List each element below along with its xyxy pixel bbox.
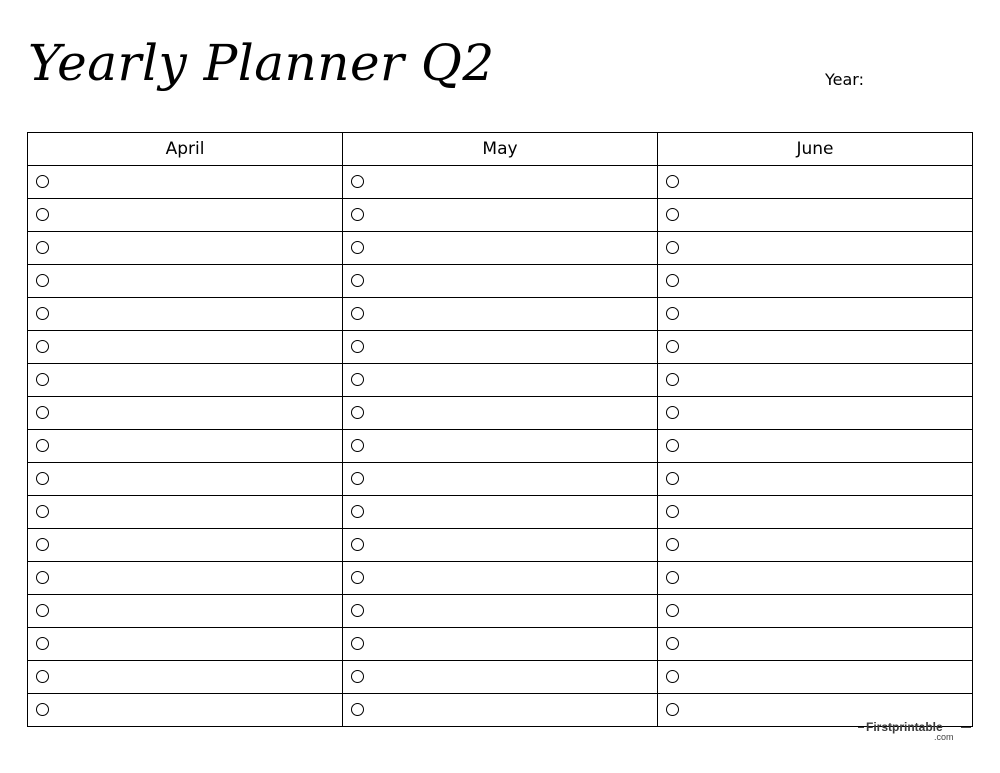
entry-cell-june[interactable] xyxy=(658,430,973,463)
entry-cell-may[interactable] xyxy=(343,265,658,298)
checkbox-circle-icon[interactable] xyxy=(351,637,364,650)
planner-row xyxy=(28,562,973,595)
entry-cell-april[interactable] xyxy=(28,529,343,562)
checkbox-circle-icon[interactable] xyxy=(36,208,49,221)
entry-cell-may[interactable] xyxy=(343,166,658,199)
entry-cell-april[interactable] xyxy=(28,166,343,199)
checkbox-circle-icon[interactable] xyxy=(666,406,679,419)
checkbox-circle-icon[interactable] xyxy=(36,538,49,551)
brand-tld: .com xyxy=(934,732,954,742)
entry-cell-april[interactable] xyxy=(28,595,343,628)
planner-row xyxy=(28,496,973,529)
checkbox-circle-icon[interactable] xyxy=(351,604,364,617)
entry-cell-may[interactable] xyxy=(343,430,658,463)
entry-cell-april[interactable] xyxy=(28,298,343,331)
checkbox-circle-icon[interactable] xyxy=(666,703,679,716)
checkbox-circle-icon[interactable] xyxy=(36,505,49,518)
checkbox-circle-icon[interactable] xyxy=(666,175,679,188)
planner-row xyxy=(28,430,973,463)
entry-cell-april[interactable] xyxy=(28,232,343,265)
entry-cell-june[interactable] xyxy=(658,265,973,298)
month-header-row xyxy=(28,133,973,166)
entry-cell-june[interactable] xyxy=(658,595,973,628)
checkbox-circle-icon[interactable] xyxy=(666,472,679,485)
planner-row xyxy=(28,331,973,364)
planner-row xyxy=(28,397,973,430)
entry-cell-may[interactable] xyxy=(343,463,658,496)
entry-cell-may[interactable] xyxy=(343,496,658,529)
checkbox-circle-icon[interactable] xyxy=(351,406,364,419)
entry-cell-april[interactable] xyxy=(28,199,343,232)
checkbox-circle-icon[interactable] xyxy=(666,637,679,650)
checkbox-circle-icon[interactable] xyxy=(666,340,679,353)
planner-row xyxy=(28,265,973,298)
checkbox-circle-icon[interactable] xyxy=(351,571,364,584)
entry-cell-may[interactable] xyxy=(343,595,658,628)
checkbox-circle-icon[interactable] xyxy=(36,637,49,650)
planner-row xyxy=(28,463,973,496)
checkbox-circle-icon[interactable] xyxy=(666,571,679,584)
checkbox-circle-icon[interactable] xyxy=(666,373,679,386)
month-header-june: June xyxy=(658,133,973,166)
checkbox-circle-icon[interactable] xyxy=(351,307,364,320)
planner-row xyxy=(28,661,973,694)
checkbox-circle-icon[interactable] xyxy=(351,703,364,716)
entry-cell-june[interactable] xyxy=(658,331,973,364)
checkbox-circle-icon[interactable] xyxy=(351,373,364,386)
entry-cell-june[interactable] xyxy=(658,298,973,331)
planner-row xyxy=(28,628,973,661)
checkbox-circle-icon[interactable] xyxy=(36,571,49,584)
planner-row xyxy=(28,166,973,199)
entry-cell-june[interactable] xyxy=(658,529,973,562)
checkbox-circle-icon[interactable] xyxy=(351,670,364,683)
entry-cell-june[interactable] xyxy=(658,199,973,232)
entry-cell-may[interactable] xyxy=(343,364,658,397)
checkbox-circle-icon[interactable] xyxy=(666,505,679,518)
entry-cell-may[interactable] xyxy=(343,397,658,430)
checkbox-circle-icon[interactable] xyxy=(666,208,679,221)
brand-logo xyxy=(858,719,973,743)
entry-cell-june[interactable] xyxy=(658,397,973,430)
checkbox-circle-icon[interactable] xyxy=(666,241,679,254)
planner-row xyxy=(28,694,973,727)
checkbox-circle-icon[interactable] xyxy=(36,373,49,386)
planner-body xyxy=(28,166,973,727)
checkbox-circle-icon[interactable] xyxy=(351,274,364,287)
checkbox-circle-icon[interactable] xyxy=(351,538,364,551)
checkbox-circle-icon[interactable] xyxy=(666,274,679,287)
planner-row xyxy=(28,199,973,232)
entry-cell-june[interactable] xyxy=(658,166,973,199)
entry-cell-april[interactable] xyxy=(28,694,343,727)
checkbox-circle-icon[interactable] xyxy=(351,472,364,485)
entry-cell-may[interactable] xyxy=(343,562,658,595)
entry-cell-april[interactable] xyxy=(28,364,343,397)
checkbox-circle-icon[interactable] xyxy=(666,439,679,452)
checkbox-circle-icon[interactable] xyxy=(666,307,679,320)
entry-cell-june[interactable] xyxy=(658,628,973,661)
planner-row xyxy=(28,298,973,331)
entry-cell-may[interactable] xyxy=(343,661,658,694)
checkbox-circle-icon[interactable] xyxy=(666,604,679,617)
checkbox-circle-icon[interactable] xyxy=(351,241,364,254)
logo-rule-right xyxy=(961,727,971,728)
checkbox-circle-icon[interactable] xyxy=(351,439,364,452)
entry-cell-may[interactable] xyxy=(343,694,658,727)
planner-row xyxy=(28,529,973,562)
checkbox-circle-icon[interactable] xyxy=(36,307,49,320)
planner-row xyxy=(28,232,973,265)
checkbox-circle-icon[interactable] xyxy=(36,340,49,353)
checkbox-circle-icon[interactable] xyxy=(36,472,49,485)
entry-cell-may[interactable] xyxy=(343,331,658,364)
checkbox-circle-icon[interactable] xyxy=(36,439,49,452)
entry-cell-april[interactable] xyxy=(28,430,343,463)
entry-cell-april[interactable] xyxy=(28,562,343,595)
checkbox-circle-icon[interactable] xyxy=(351,505,364,518)
page-title: Yearly Planner Q2 xyxy=(28,34,495,92)
checkbox-circle-icon[interactable] xyxy=(36,406,49,419)
checkbox-circle-icon[interactable] xyxy=(36,274,49,287)
entry-cell-may[interactable] xyxy=(343,298,658,331)
brand-name: Firstprintable xyxy=(866,720,943,734)
checkbox-circle-icon[interactable] xyxy=(666,538,679,551)
entry-cell-june[interactable] xyxy=(658,463,973,496)
entry-cell-june[interactable] xyxy=(658,661,973,694)
checkbox-circle-icon[interactable] xyxy=(351,340,364,353)
entry-cell-may[interactable] xyxy=(343,199,658,232)
planner-row xyxy=(28,364,973,397)
checkbox-circle-icon[interactable] xyxy=(666,670,679,683)
entry-cell-april[interactable] xyxy=(28,397,343,430)
checkbox-circle-icon[interactable] xyxy=(36,670,49,683)
entry-cell-may[interactable] xyxy=(343,529,658,562)
entry-cell-may[interactable] xyxy=(343,232,658,265)
checkbox-circle-icon[interactable] xyxy=(351,175,364,188)
entry-cell-may[interactable] xyxy=(343,628,658,661)
entry-cell-june[interactable] xyxy=(658,364,973,397)
entry-cell-june[interactable] xyxy=(658,232,973,265)
entry-cell-april[interactable] xyxy=(28,331,343,364)
entry-cell-april[interactable] xyxy=(28,463,343,496)
month-header-april: April xyxy=(28,133,343,166)
entry-cell-june[interactable] xyxy=(658,496,973,529)
checkbox-circle-icon[interactable] xyxy=(36,241,49,254)
entry-cell-june[interactable] xyxy=(658,562,973,595)
entry-cell-april[interactable] xyxy=(28,628,343,661)
planner-table xyxy=(27,132,973,727)
year-label: Year: xyxy=(825,70,864,89)
entry-cell-april[interactable] xyxy=(28,265,343,298)
checkbox-circle-icon[interactable] xyxy=(351,208,364,221)
entry-cell-april[interactable] xyxy=(28,661,343,694)
planner-row xyxy=(28,595,973,628)
month-header-may: May xyxy=(343,133,658,166)
logo-rule-left xyxy=(858,727,864,728)
entry-cell-april[interactable] xyxy=(28,496,343,529)
checkbox-circle-icon[interactable] xyxy=(36,703,49,716)
checkbox-circle-icon[interactable] xyxy=(36,604,49,617)
checkbox-circle-icon[interactable] xyxy=(36,175,49,188)
